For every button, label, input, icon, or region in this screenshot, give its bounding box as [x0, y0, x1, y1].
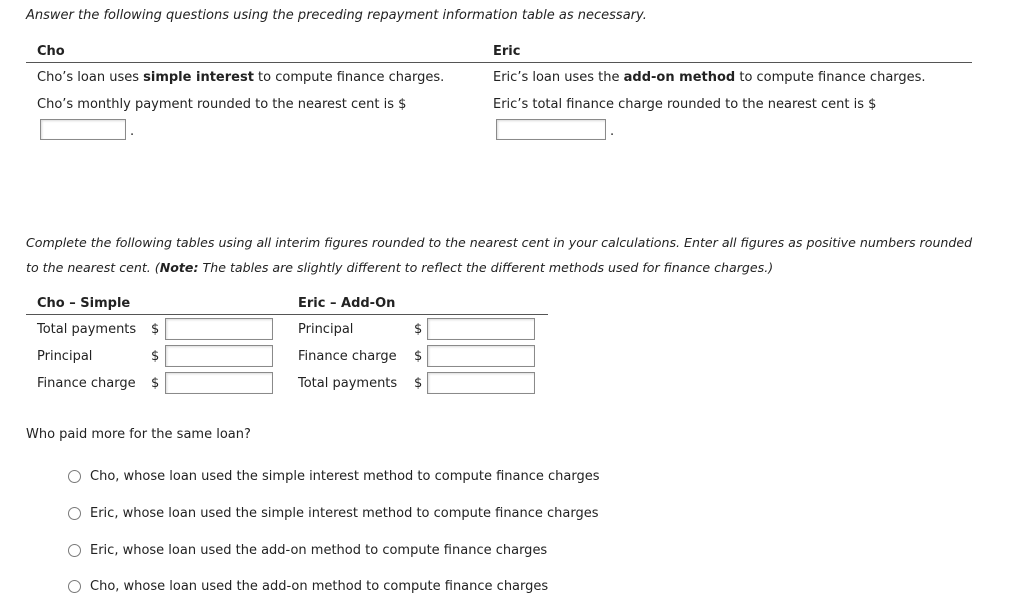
eric-method-pre: Eric’s loan uses the	[493, 70, 624, 85]
eric-total-finance-input[interactable]	[496, 119, 606, 140]
cho-row-currency: $	[151, 376, 160, 391]
eric-finance-prompt: Eric’s total finance charge rounded to the nearest cent is $	[493, 97, 877, 112]
instructions-line-1: Complete the following tables using all interim figures rounded to the nearest cent in your calculations. Enter all figures as positive numbers rounded	[26, 235, 973, 250]
eric-total-payments-input[interactable]	[427, 372, 535, 394]
cho-method-line	[37, 70, 444, 85]
option-label-4[interactable]: Cho, whose loan used the add-on method to compute finance charges	[90, 579, 549, 594]
eric-principal-input[interactable]	[427, 318, 535, 340]
cho-payment-prompt: Cho’s monthly payment rounded to the nearest cent is $	[37, 97, 407, 112]
question-text: Who paid more for the same loan?	[26, 427, 251, 442]
eric-method-bold: add-on method	[623, 70, 736, 85]
cho-row-currency: $	[151, 349, 160, 364]
eric-row-label: Principal	[298, 322, 354, 337]
eric-method-line	[493, 70, 926, 85]
cho-header: Cho	[37, 44, 65, 59]
instructions-note: Note:	[159, 260, 199, 275]
cho-method-bold: simple interest	[143, 70, 254, 85]
instructions-line-2	[26, 260, 773, 275]
cho-row-label: Principal	[37, 349, 93, 364]
eric-finance-charge-input[interactable]	[427, 345, 535, 367]
eric-row-label: Total payments	[298, 376, 398, 391]
top-header-rule	[26, 62, 972, 63]
radio-option-4[interactable]	[68, 580, 81, 593]
intro-text: Answer the following questions using the preceding repayment information table as necessary.	[26, 8, 647, 23]
cho-input-period: .	[130, 124, 135, 139]
eric-input-period: .	[610, 124, 615, 139]
cho-principal-input[interactable]	[165, 345, 273, 367]
cho-total-payments-input[interactable]	[165, 318, 273, 340]
cho-finance-charge-input[interactable]	[165, 372, 273, 394]
cho-row-currency: $	[151, 322, 160, 337]
radio-option-1[interactable]	[68, 470, 81, 483]
cho-row-label: Total payments	[37, 322, 137, 337]
eric-row-currency: $	[414, 376, 423, 391]
cho-method-pre: Cho’s loan uses	[37, 70, 144, 85]
cho-row-label: Finance charge	[37, 376, 136, 391]
eric-row-currency: $	[414, 322, 423, 337]
cho-method-post: to compute finance charges.	[253, 70, 445, 85]
option-label-3[interactable]: Eric, whose loan used the add-on method to compute finance charges	[90, 543, 548, 558]
option-label-1[interactable]: Cho, whose loan used the simple interest method to compute finance charges	[90, 469, 600, 484]
instructions-post: The tables are slightly different to reflect the different methods used for finance charges.)	[198, 260, 774, 275]
cho-table-header: Cho – Simple	[37, 296, 131, 311]
radio-option-3[interactable]	[68, 544, 81, 557]
tables-header-rule	[26, 314, 548, 315]
eric-row-currency: $	[414, 349, 423, 364]
cho-monthly-payment-input[interactable]	[40, 119, 126, 140]
eric-header: Eric	[493, 44, 521, 59]
option-label-2[interactable]: Eric, whose loan used the simple interest method to compute finance charges	[90, 506, 599, 521]
instructions-pre: to the nearest cent. (	[26, 260, 160, 275]
radio-option-2[interactable]	[68, 507, 81, 520]
eric-row-label: Finance charge	[298, 349, 397, 364]
eric-method-post: to compute finance charges.	[735, 70, 926, 85]
eric-table-header: Eric – Add-On	[298, 296, 396, 311]
